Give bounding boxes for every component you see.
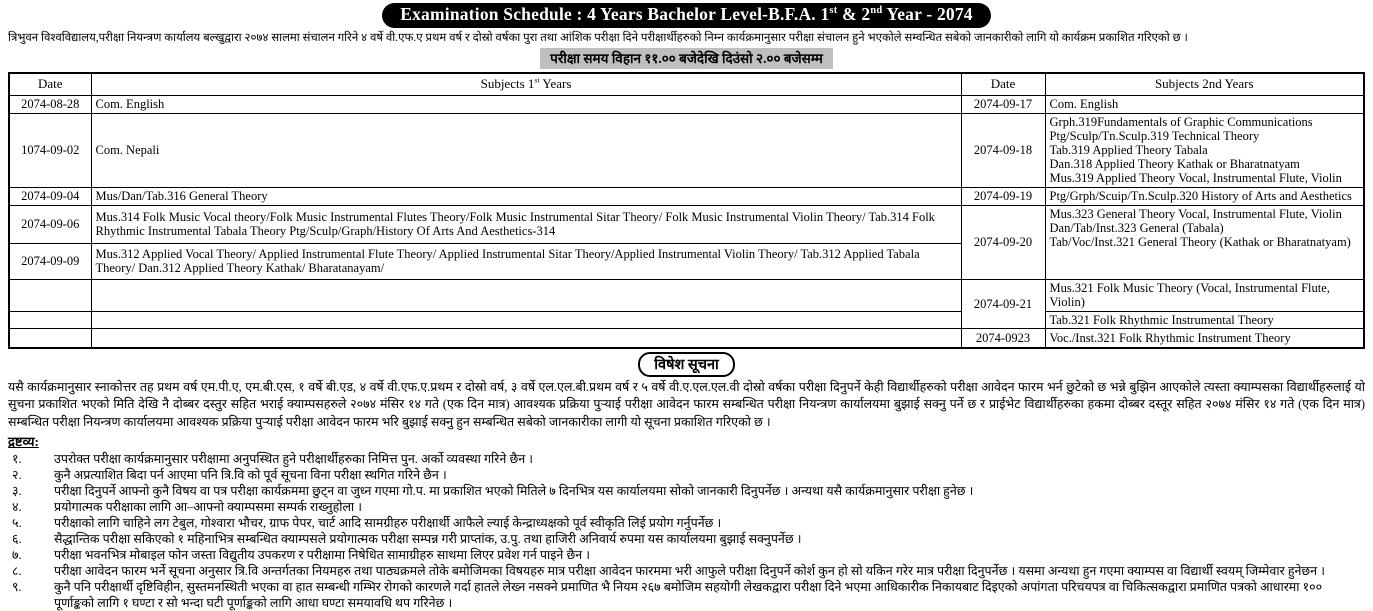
- note-item: [8, 515, 1365, 531]
- notes-heading: द्रष्टव्य:: [8, 434, 39, 449]
- note-number: ४.: [12, 500, 22, 514]
- date-cell: 2074-09-18: [961, 113, 1045, 187]
- date-cell-empty: [9, 329, 91, 348]
- date-cell: 2074-09-09: [9, 243, 91, 279]
- note-item: [8, 467, 1365, 483]
- note-text: सैद्धान्तिक परीक्षा सकिएको १ महिनाभित्र सम्बन्धित क्याम्पसले प्रयोगात्मक परीक्षा सम्पन्न गरी प्राप्तांक, उ.पु. तथा हाजिरी अनिवार्य रुपमा यस कार्यालयमा बुझाई सक्नुपर्नेछ ।: [54, 532, 802, 546]
- note-number: २.: [12, 468, 22, 482]
- intro-text: त्रिभुवन विश्वविद्यालय,परीक्षा नियन्त्रण कार्यालय बल्खुद्वारा २०७४ सालमा संचालन गरिने ४ वर्षे वी.एफ.ए प्रथम वर्ष र दोस्रो वर्षका पुरा तथा आंशिक परीक्षा दिने परीक्षार्थीहरुको निम्न कार्यक्रमानुसार परीक्षा संचालन हुने भएकोले सम्वन्धित सबेको जानकारीको लागि यो कार्यक्रम प्रकाशित गरिएको छ ।: [8, 32, 1188, 44]
- note-text: उपरोक्त परीक्षा कार्यक्रमानुसार परीक्षामा अनुपस्थित हुने परीक्षार्थीहरुका निमित्त पुन. अर्को व्यवस्था गरिने छैन ।: [54, 452, 534, 466]
- note-text: परीक्षाको लागि चाहिने लग टेबुल, गोश्वारा भौचर, ग्राफ पेपर, चार्ट आदि सामग्रीहरु परीक्षार्थी आफैले ल्याई केन्द्राध्यक्षको पूर्व स्वीकृति लिई प्रयोग गर्नुपर्नेछ ।: [54, 516, 722, 530]
- note-item: [8, 547, 1365, 563]
- subject-cell: Voc./Inst.321 Folk Rhythmic Instrument Theory: [1045, 329, 1364, 348]
- note-text: परीक्षा भवनभित्र मोबाइल फोन जस्ता विद्युतीय उपकरण र परीक्षामा निषेधित सामाग्रीहरु साथमा लिएर प्रवेश गर्न पाइने छैन ।: [54, 548, 591, 562]
- header-superscript-st: st: [534, 75, 540, 85]
- col-header-subjects-2nd: Subjects 2nd Years: [1045, 73, 1364, 95]
- date-cell: 2074-08-28: [9, 95, 91, 113]
- notes-list: [8, 451, 1365, 611]
- note-text: परीक्षा आवेदन फारम भर्ने सूचना अनुसार त्रि.वि अन्तर्गतका नियमहरु तथा पाठ्यक्रमले तोके बमोजिमका विषयहरु मात्र परीक्षा आवेदन फारममा भरी आफुले परीक्षा दिनुपर्ने कोर्श कुन हो सो यकिन गरेर मात्र परीक्षा दिनुपर्नेछ । यसमा अन्यथा हुन गएमा क्याम्पस वा विद्यार्थी स्वयम् जिम्मेवार हुनेछन ।: [54, 564, 1325, 578]
- subject-cell: Com. Nepali: [91, 113, 961, 187]
- col-header-date-1st: Date: [9, 73, 91, 95]
- table-row: [9, 113, 1364, 187]
- subject-cell-empty: [91, 329, 961, 348]
- title-row: [8, 3, 1365, 28]
- table-row: [9, 187, 1364, 205]
- subject-cell: Mus.314 Folk Music Vocal theory/Folk Music Instrumental Flutes Theory/Folk Music Instrumental Sitar Theory/ Folk Music Instrumental Violin Theory/ Tab.314 Folk Rhythmic Instrumental Tabala Theory Ptg/Sculp/Graph/History Of Arts And Aesthetics-314: [91, 205, 961, 243]
- date-cell: 2074-09-19: [961, 187, 1045, 205]
- subject-cell: Com. English: [1045, 95, 1364, 113]
- special-notice-heading-row: [8, 352, 1365, 377]
- title-superscript-st: st: [829, 5, 838, 17]
- table-header-row: [9, 73, 1364, 95]
- note-number: ६.: [12, 532, 22, 546]
- title-text-mid: & 2: [837, 4, 871, 24]
- note-number: ७.: [12, 548, 22, 562]
- note-text: कुनै अप्रत्याशित बिदा पर्न आएमा पनि त्रि.वि को पूर्व सूचना विना परीक्षा स्थगित गरिने छैन ।: [54, 468, 447, 482]
- subject-cell-empty: [91, 311, 961, 329]
- date-cell: 2074-09-17: [961, 95, 1045, 113]
- date-cell: 2074-09-04: [9, 187, 91, 205]
- banner-row: [8, 48, 1365, 69]
- title-text-suffix: Year - 2074: [882, 4, 973, 24]
- date-cell: 1074-09-02: [9, 113, 91, 187]
- col-header-date-2nd: Date: [961, 73, 1045, 95]
- date-cell: 2074-09-06: [9, 205, 91, 243]
- exam-time-banner: परीक्षा समय विहान ११.०० बजेदेखि दिउंसो २.०० बजेसम्म: [540, 48, 833, 69]
- special-notice-heading: विषेश सूचना: [638, 352, 735, 377]
- note-number: ३.: [12, 484, 22, 498]
- subject-cell: Mus/Dan/Tab.316 General Theory: [91, 187, 961, 205]
- subject-cell-empty: [91, 279, 961, 311]
- note-item: [8, 579, 1365, 611]
- subject-cell: Ptg/Grph/Scuip/Tn.Sculp.320 History of Arts and Aesthetics: [1045, 187, 1364, 205]
- note-number: ८.: [12, 564, 22, 578]
- date-cell-empty: [9, 311, 91, 329]
- subject-cell: Tab.321 Folk Rhythmic Instrumental Theory: [1045, 311, 1364, 329]
- date-cell: 2074-09-21: [961, 279, 1045, 329]
- table-row: [9, 311, 1364, 329]
- note-text: परीक्षा दिनुपर्ने आफ्नो कुनै विषय वा पत्र परीक्षा कार्यक्रममा छुट्न वा जुध्न गएमा गो.प. मा प्रकाशित भएको मितिले ७ दिनभित्र यस कार्यालयमा सोको जानकारी दिनुपर्नेछ । अन्यथा यसै कार्यक्रमानुसार परीक्षा हुनेछ ।: [54, 484, 974, 498]
- table-row: [9, 279, 1364, 311]
- date-cell: 2074-0923: [961, 329, 1045, 348]
- date-cell: 2074-09-20: [961, 205, 1045, 279]
- subject-cell: Mus.312 Applied Vocal Theory/ Applied Instrumental Flute Theory/ Applied Instrumental Sitar Theory/Applied Instrumental Violin Theory/ Tab.312 Applied Tabala Theory/ Dan.312 Applied Theory Kathak/ Bharatanayam/: [91, 243, 961, 279]
- note-number: १.: [12, 452, 22, 466]
- subject-cell: Mus.321 Folk Music Theory (Vocal, Instrumental Flute, Violin): [1045, 279, 1364, 311]
- table-row: [9, 329, 1364, 348]
- subject-cell: Com. English: [91, 95, 961, 113]
- note-item: [8, 451, 1365, 467]
- col-header-subjects-1st: Subjects 1st Years: [91, 73, 961, 95]
- note-item: [8, 531, 1365, 547]
- subject-cell: Grph.319Fundamentals of Graphic Communications Ptg/Sculp/Tn.Sculp.319 Technical Theory Tab.319 Applied Theory Tabala Dan.318 Applied Theory Kathak or Bharatnatyam Mus.319 Applied Theory Vocal, Instrumental Flute, Violin: [1045, 113, 1364, 187]
- table-row: [9, 205, 1364, 243]
- table-row: [9, 95, 1364, 113]
- note-number: ९.: [12, 580, 22, 594]
- note-item: [8, 499, 1365, 515]
- special-notice-paragraph: यसै कार्यक्रमानुसार स्नाकोत्तर तह प्रथम वर्ष एम.पी.ए, एम.बी.एस, १ वर्षे बी.एड, ४ वर्षे वी.एफ.ए.प्रथम र दोस्रो वर्ष, ३ वर्षे एल.एल.बी.प्रथम वर्ष र ५ वर्षे वी.ए.एल.एल.वी दोस्रो वर्षका परीक्षा दिनुपर्ने केही विद्यार्थीहरुको परीक्षा आवेदन फारम भर्न छुटेको छ भन्ने बुझिन आएकोले त्यस्ता क्याम्पसका विद्यार्थीहरुलाई यो सुचना प्रकाशित भएको मिति देखि नै दोब्बर दस्तुर सहित भराई क्याम्पसहरुले २०७४ मंसिर १४ गते (एक दिन मात्र) आवश्यक प्रक्रिया पुऱ्याई परीक्षा आवेदन फारम सम्बन्धित परीक्षा नियन्त्रण कार्यालयमा बुझाई सक्नु पर्ने छ र प्राईभेट विद्यार्थीहरुका हकमा दोब्बर दस्तूर सहित २०७४ मंसिर १४ गते (एक दिन मात्र) सम्बन्धित परीक्षा नियन्त्रण कार्यालयमा आवश्यक प्रक्रिया पुऱ्याई परीक्षा आवेदन फारम भरि बुझाई सक्नु हुन सम्बन्धित सबेको जानकारीका लागी यो सूचना प्रकाशित गरिएको छ ।: [8, 379, 1365, 429]
- title-superscript-nd: nd: [870, 5, 883, 17]
- subject-cell: Mus.323 General Theory Vocal, Instrumental Flute, Violin Dan/Tab/Inst.323 General (Tabala) Tab/Voc/Inst.321 General Theory (Kathak or Bharatnatyam): [1045, 205, 1364, 279]
- note-text: प्रयोगात्मक परीक्षाका लागि आ–आफ्नो क्याम्पसमा सम्पर्क राख्नुहोला ।: [54, 500, 363, 514]
- page-title: [382, 3, 991, 28]
- date-cell-empty: [9, 279, 91, 311]
- note-number: ५.: [12, 516, 22, 530]
- title-text: Examination Schedule : 4 Years Bachelor Level-B.F.A. 1: [400, 4, 830, 24]
- note-item: [8, 483, 1365, 499]
- note-item: [8, 563, 1365, 579]
- exam-schedule-table: [8, 72, 1365, 349]
- note-text: कुनै पनि परीक्षार्थी दृष्टिविहीन, सुस्तमनस्थिती भएका वा हात सम्बन्धी गम्भिर रोगको कारणले गर्दा हातले लेख्न नसक्ने प्रमाणित भै नियम २६७ बमोजिम सहयोगी लेखकद्वारा परीक्षा दिने भएमा आधिकारीक निकायबाट दिइएको अपांगता परिचयपत्र वा चिकित्सकद्वारा प्रमाणित पत्रको आधारमा १०० पूर्णाङ्कको लागि १ घण्टा र सो भन्दा घटी पूर्णाङ्कको लागि आधा घण्टा समयावधि थप गरिनेछ ।: [54, 580, 1323, 610]
